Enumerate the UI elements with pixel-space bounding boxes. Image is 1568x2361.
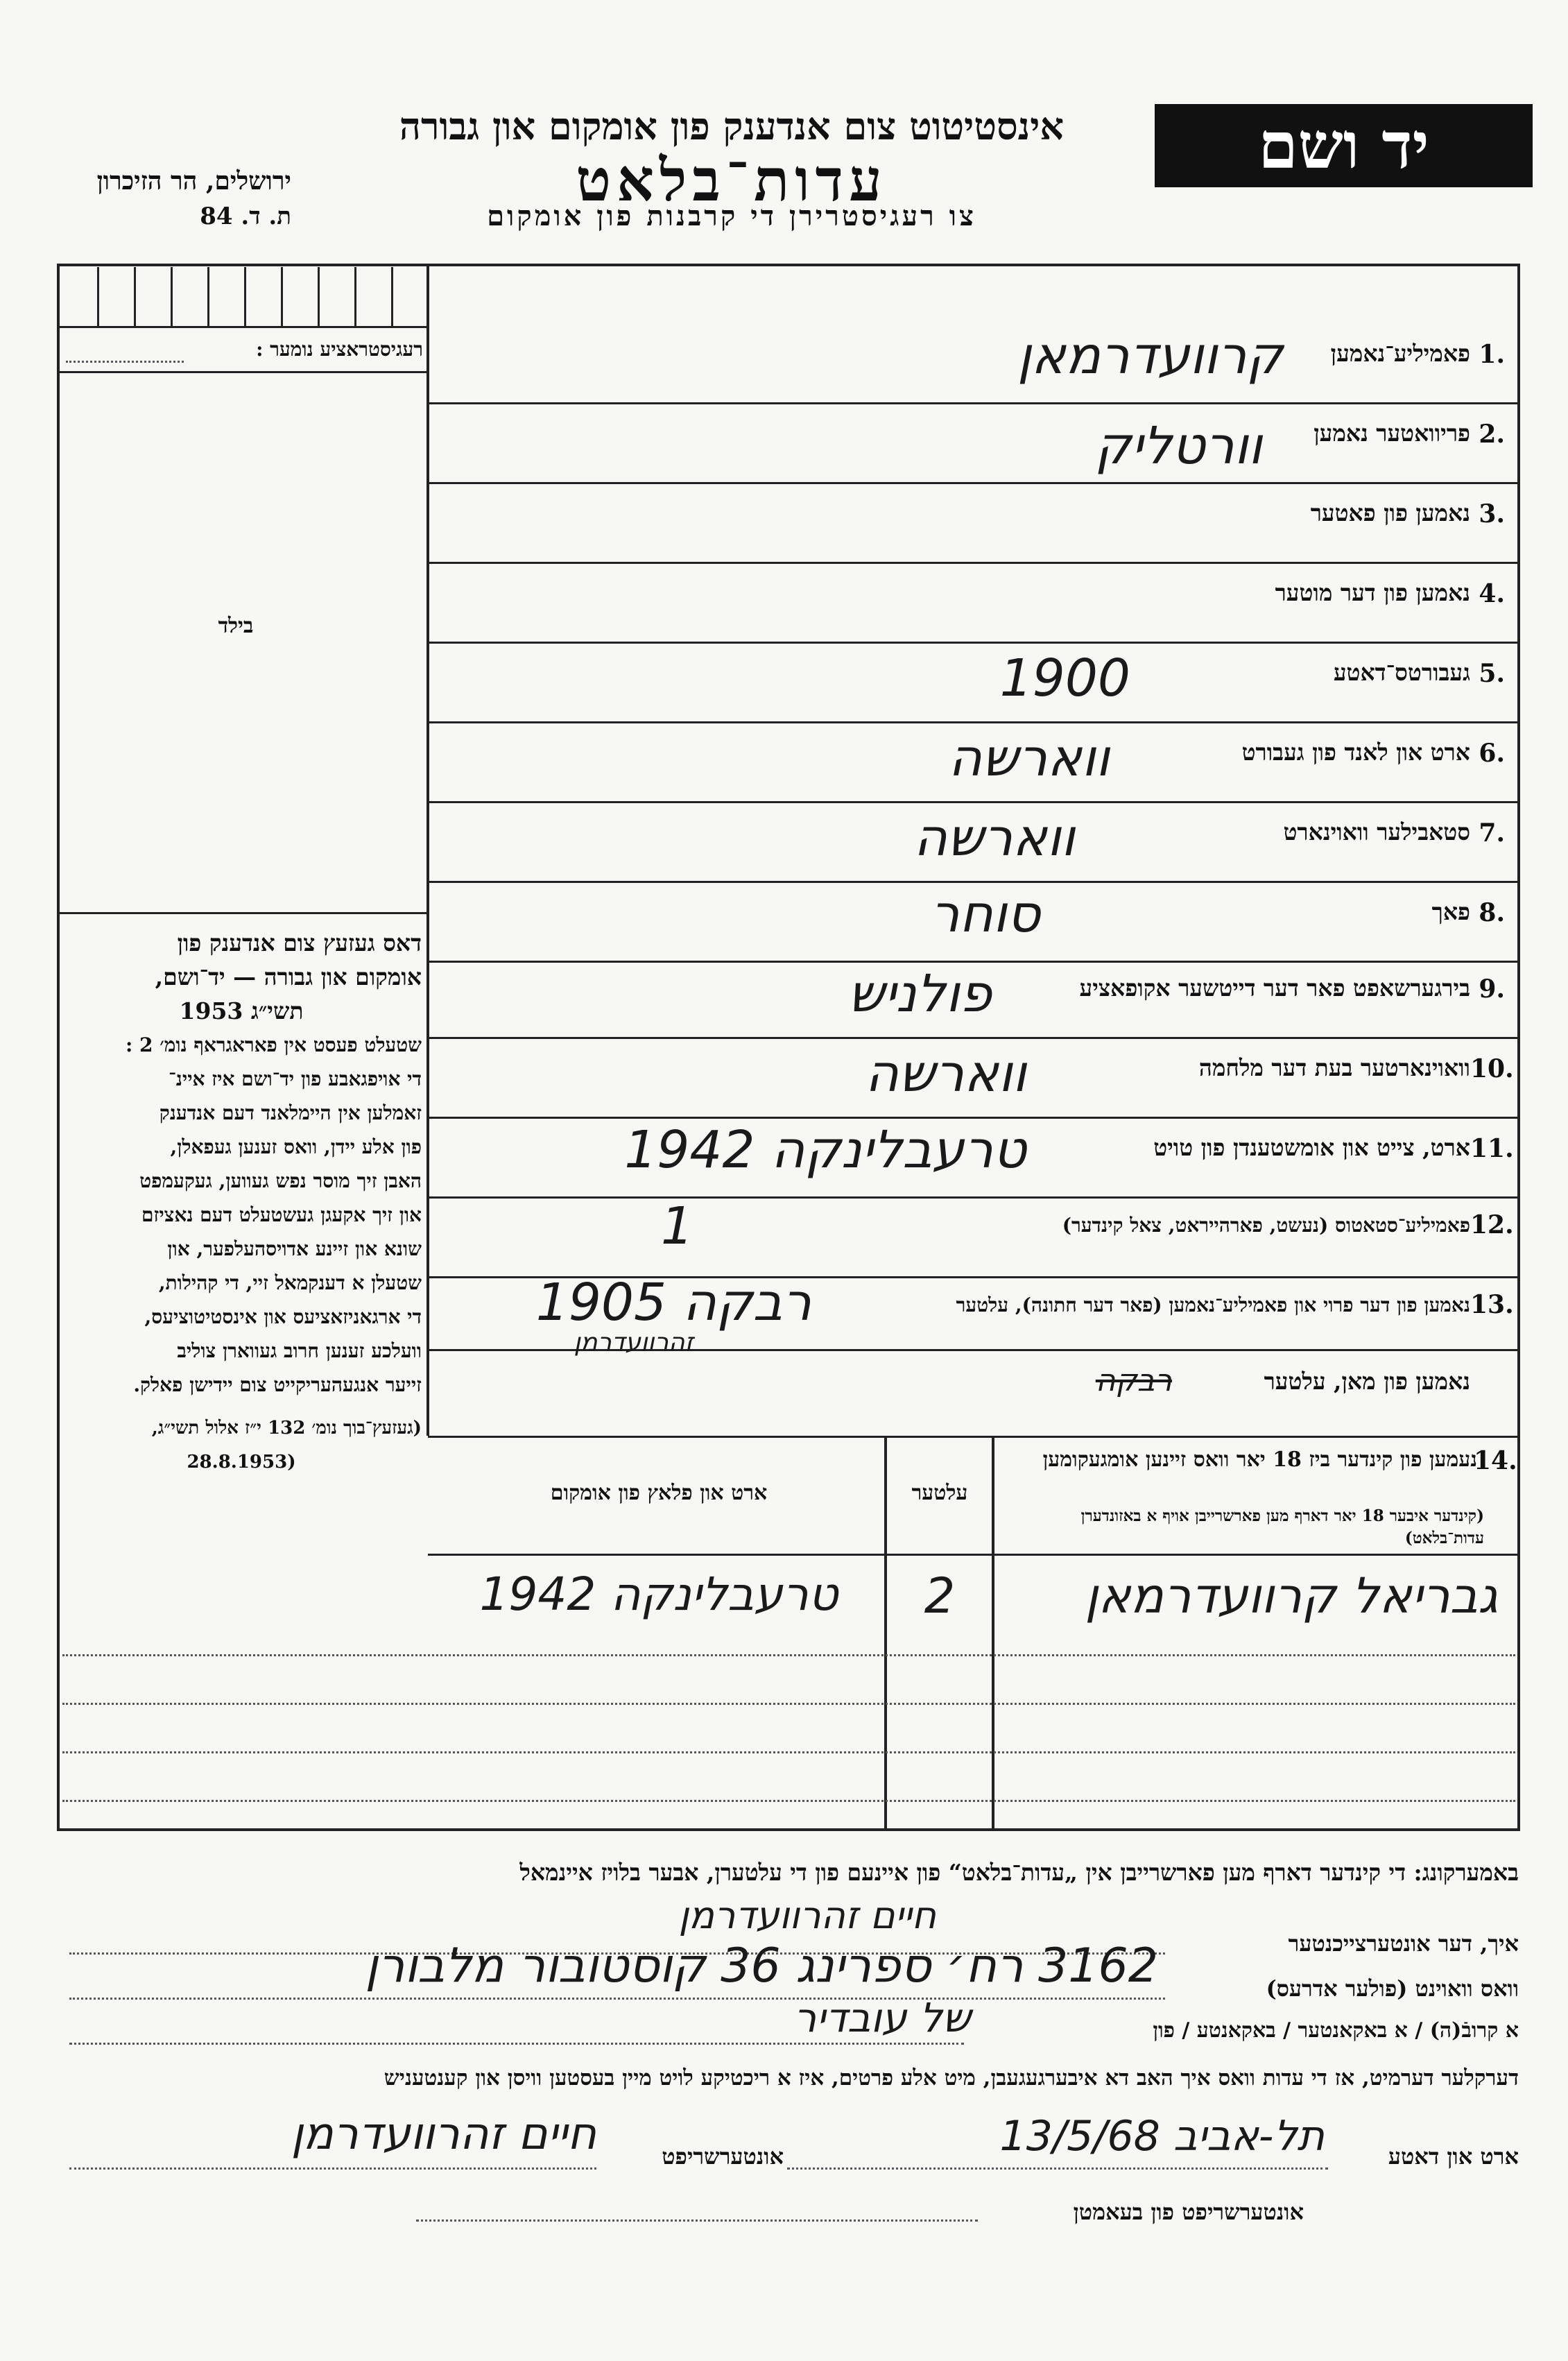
profession-label: פאך: [1431, 898, 1470, 925]
table-row-line: [62, 1800, 1515, 1802]
citizenship-label: בירגערשאפט פאר דער דייטשער אקופאציע: [1079, 975, 1470, 1002]
row-line: [428, 1117, 1520, 1119]
first-name-value[interactable]: וורטליק: [1094, 416, 1262, 476]
law-line: זאמלען אין היימלאנד דעם אנדענק: [159, 1101, 422, 1124]
remark: באמערקונג: די קינדער דארף מען פארשרייבן אין „עדות־בלאט“ פון איינעם פון די עלטערן, אבער בלויז איינמאל: [519, 1859, 1519, 1886]
birth-date-label: געבורטס־דאטע: [1333, 659, 1470, 686]
place-date-label: ארט און דאטע: [1388, 2143, 1519, 2170]
law-line: תשי״ג 1953: [179, 997, 304, 1024]
address-line: [69, 1998, 1165, 2000]
residence-value[interactable]: ווארשה: [913, 808, 1075, 868]
field-number: 10.: [1470, 1054, 1514, 1083]
row-line: [428, 1436, 1520, 1438]
wartime-residence-value[interactable]: ווארשה: [865, 1044, 1026, 1104]
registration-boxes: [62, 267, 423, 326]
law-line: די ארגאניזאציעס און אינסטיטוציעס,: [144, 1305, 422, 1328]
panel-top-line: [57, 326, 428, 328]
wartime-residence-label: וואוינארטער בעת דער מלחמה: [1198, 1054, 1470, 1081]
husband-name-value[interactable]: רבקה: [1095, 1363, 1172, 1398]
child-place[interactable]: טרעבלינקה 1942: [479, 1568, 838, 1621]
mother-name-label: נאמען פון דער מוטער: [1275, 579, 1470, 606]
yad-vashem-logo: יד ושם: [1155, 104, 1533, 187]
law-line: און זיך אקעגן געשטעלט דעם נאציזם: [141, 1203, 422, 1226]
husband-name-label: נאמען פון מאן, עלטער: [1264, 1368, 1470, 1395]
declaration: דערקלער דערמיט, אז די עדות וואס איך האב דא איבערגעגעבן, מיט אלע פרטים, איז א ריכטיקע לויט מיין בעסטען וויסן און קענטעניש: [384, 2066, 1519, 2090]
place-header: ארט און פלאץ פון אומקום: [550, 1481, 768, 1505]
row-line: [428, 1037, 1520, 1039]
father-name-label: נאמען פון פאטער: [1310, 499, 1470, 526]
field-number: 3.: [1479, 499, 1505, 529]
relation-line: [69, 2043, 964, 2045]
row-line: [428, 801, 1520, 803]
law-line: שטעלט פעסט אין פאראגראף נומ׳ 2 :: [125, 1033, 422, 1056]
law-line: אומקום און גבורה — יד־ושם,: [155, 963, 422, 990]
row-line: [428, 642, 1520, 644]
child-age[interactable]: 2: [924, 1568, 956, 1624]
field-number: 5.: [1479, 659, 1505, 688]
law-line: האבן זיך מוסר נפש געווען, געקעמפט: [139, 1169, 422, 1192]
field-number: 12.: [1470, 1210, 1514, 1239]
registration-label: רעגיסטראציע נומער :: [256, 338, 423, 361]
children-label: נעמען פון קינדער ביז 18 יאר וואס זיינען אומגעקומען: [1042, 1448, 1477, 1472]
signer-name-value[interactable]: חיים זהרוועדרמן: [678, 1894, 936, 1937]
law-line: די אויפגאבע פון יד־ושם איז איינ־: [169, 1067, 422, 1090]
profession-value[interactable]: סוחר: [930, 884, 1040, 944]
law-line: שטעלן א דענקמאל זיי, די קהילות,: [158, 1271, 422, 1294]
row-line: [428, 402, 1520, 404]
address-label: וואס וואוינט (פולער אדרעס): [1266, 1975, 1519, 2002]
signature-line: [69, 2167, 596, 2170]
family-name-value[interactable]: קרוועדרמאן: [1017, 326, 1283, 386]
photo-label: בילד: [218, 614, 254, 638]
field-number: 7.: [1479, 818, 1505, 848]
signer-label: איך, דער אונטערצייכנטער: [1288, 1930, 1519, 1957]
field-number: 13.: [1470, 1290, 1514, 1319]
death-circumstances-label: ארט, צייט און אומשטענדן פון טויט: [1153, 1134, 1470, 1161]
field-number: 2.: [1479, 420, 1505, 449]
address: ירושלים, הר הזיכרון: [96, 166, 291, 196]
row-line: [428, 881, 1520, 883]
table-row-line: [62, 1654, 1515, 1656]
address-value[interactable]: 3162 רח׳ ספרינג 36 קוסטובור מלבורן: [365, 1939, 1158, 1993]
photo-top-line: [57, 371, 428, 373]
official-signature-line: [416, 2220, 978, 2222]
field-number: 11.: [1470, 1134, 1514, 1163]
law-line: דאס געזעץ צום אנדענק פון: [177, 929, 422, 956]
child-name[interactable]: גבריאל קרוועדרמאן: [1085, 1568, 1498, 1624]
relation-value[interactable]: של עובדיר: [793, 1994, 971, 2041]
form-subtitle: צו רעגיסטרירן די קרבנות פון אומקום: [487, 200, 976, 232]
row-line: [428, 562, 1520, 564]
field-number: 6.: [1479, 739, 1505, 768]
signature-value[interactable]: חיים זהרוועדרמן: [291, 2109, 596, 2160]
wife-maiden-name-value[interactable]: זהרוועדרמן: [574, 1328, 693, 1357]
family-status-value[interactable]: 1: [660, 1196, 693, 1256]
law-line: פון אלע יידן, וואס זענען געפאלן,: [170, 1135, 422, 1158]
field-number: 8.: [1479, 898, 1505, 927]
institute-name: אינסטיטוט צום אנדענק פון אומקום און גבורה: [399, 104, 1065, 148]
row-line: [428, 961, 1520, 963]
photo-bottom-line: [57, 912, 428, 914]
family-status-label: פאמיליע־סטאטוס (נעשט, פארהייראט, צאל קינדער): [1062, 1214, 1470, 1237]
citizenship-value[interactable]: פולניש: [847, 964, 992, 1024]
field-number: 14.: [1474, 1446, 1517, 1475]
field-number: 1.: [1479, 340, 1505, 369]
table-divider: [884, 1436, 887, 1831]
wife-name-label: נאמען פון דער פרוי און פאמיליע־נאמען (פאר דער חתונה), עלטער: [956, 1294, 1470, 1316]
table-row-line: [62, 1703, 1515, 1705]
law-ref: (געזעץ־בוך נומ׳ 132 י״ז אלול תשי״ג,: [151, 1418, 422, 1439]
table-divider: [992, 1436, 994, 1831]
law-date: (28.8.1953: [187, 1452, 296, 1473]
law-line: זייער אנגעהעריקייט צום יידישן פאלק.: [133, 1373, 422, 1396]
table-row-line: [62, 1751, 1515, 1753]
law-line: שונא און זיינע אדויסהעלפער, און: [167, 1237, 422, 1260]
residence-label: סטאבילער וואוינארט: [1283, 818, 1470, 845]
signature-label: אונטערשריפט: [662, 2143, 784, 2170]
form-title: עדות־בלאט: [576, 146, 888, 214]
form-number: ת. ד. 84: [200, 203, 291, 230]
relation-label: א קרובֿ(ה) / א באקאנטער / באקאנטע / פון: [1153, 2018, 1519, 2043]
family-name-label: פאמיליע־נאמען: [1330, 340, 1470, 367]
table-header-line: [428, 1554, 1520, 1556]
place-date-line: [787, 2167, 1328, 2170]
law-line: וועלכע זענען חרוב געווארן צוליב: [177, 1339, 422, 1362]
field-number: 4.: [1479, 579, 1505, 608]
wife-name-value[interactable]: רבקה 1905: [535, 1273, 811, 1332]
birth-place-value[interactable]: ווארשה: [948, 728, 1110, 788]
place-date-value[interactable]: תל-אביב 13/5/68: [999, 2112, 1325, 2161]
registration-line: [66, 361, 184, 363]
panel-divider: [427, 264, 429, 1436]
official-signature-label: אונטערשריפט פון בעאמטן: [1073, 2199, 1304, 2225]
age-header: עלטער: [911, 1481, 968, 1505]
children-note: (קינדער איבער 18 יאר דארף מען פארשרייבן אויף א באזונדערן עדות־בלאט): [1080, 1506, 1484, 1547]
row-line: [428, 482, 1520, 484]
row-line: [428, 1196, 1520, 1199]
birth-date-value[interactable]: 1900: [999, 649, 1130, 708]
death-circumstances-value[interactable]: טרעבלינקה 1942: [624, 1120, 1026, 1180]
field-number: 9.: [1479, 975, 1505, 1004]
first-name-label: פריוואטער נאמען: [1313, 420, 1470, 447]
law-text: [61, 926, 422, 1479]
row-line: [428, 721, 1520, 723]
birth-place-label: ארט און לאנד פון געבורט: [1241, 739, 1470, 766]
